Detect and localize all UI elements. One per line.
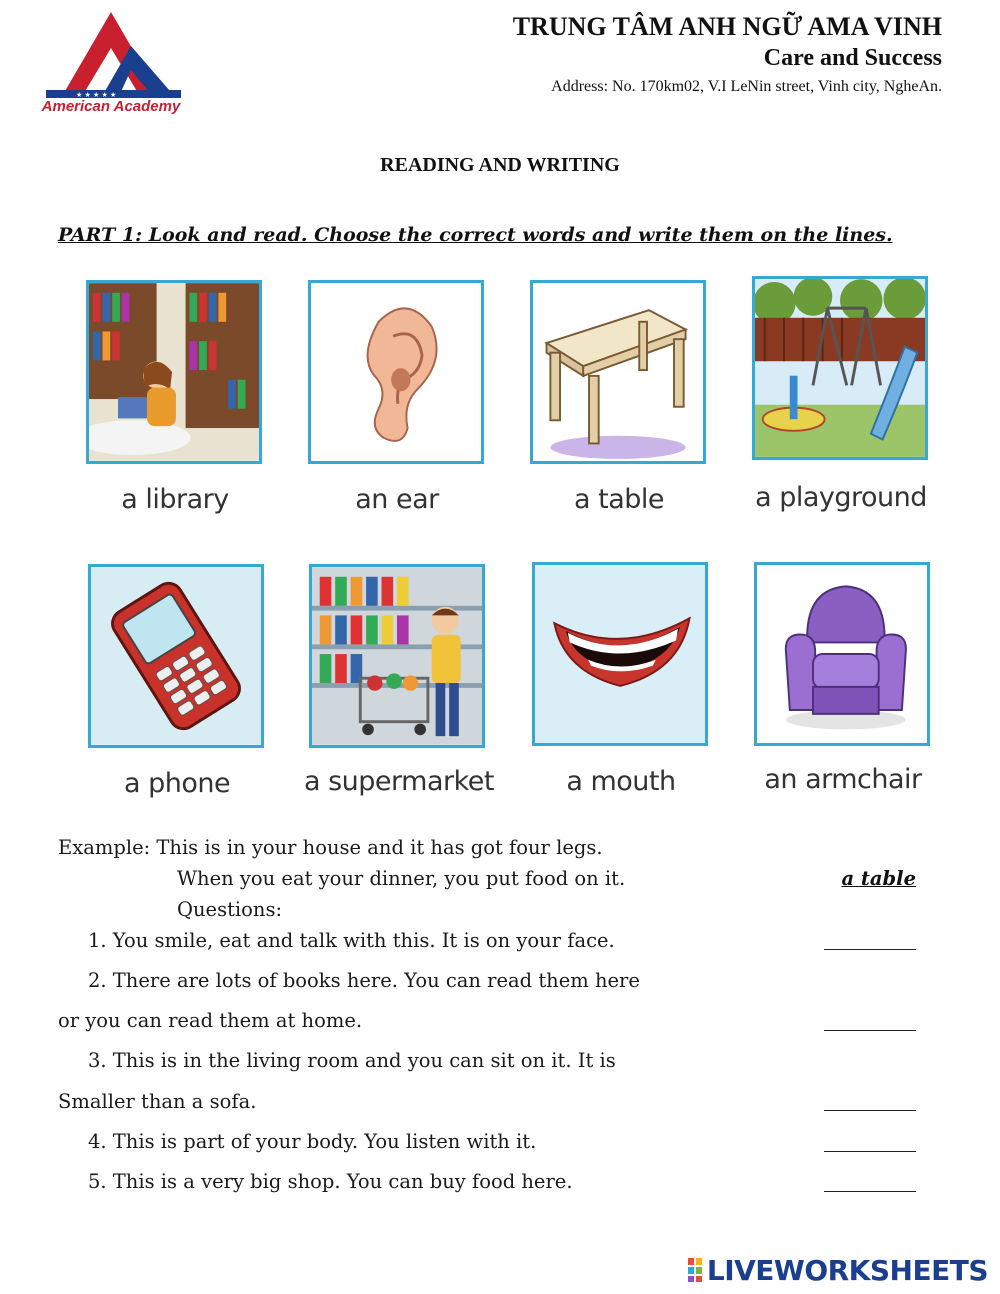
picture-caption: a table <box>573 484 664 515</box>
questions-label: Questions: <box>177 898 283 921</box>
svg-text:★ ★ ★ ★ ★: ★ ★ ★ ★ ★ <box>76 91 117 99</box>
armchair-icon <box>754 562 930 746</box>
school-title: TRUNG TÂM ANH NGỮ AMA VINH <box>512 12 942 41</box>
question-4: 4. This is part of your body. You listen with it. <box>88 1130 537 1153</box>
example-answer: a table <box>841 867 916 890</box>
picture-caption: a supermarket <box>303 766 494 797</box>
picture-caption: a mouth <box>566 766 676 797</box>
question-5: 5. This is a very big shop. You can buy food here. <box>88 1170 573 1193</box>
mouth-icon <box>532 562 708 746</box>
question-2-line-2: or you can read them at home. <box>58 1009 363 1032</box>
answer-blank-2[interactable] <box>824 1030 916 1031</box>
question-2-line-1: 2. There are lots of books here. You can read them here <box>88 969 640 992</box>
question-3-line-2: Smaller than a sofa. <box>58 1090 257 1113</box>
liveworksheets-brand[interactable]: LIVEWORKSHEETS <box>706 1254 988 1287</box>
part-title: PART 1: Look and read. Choose the correct words and write them on the lines. <box>58 224 893 246</box>
picture-caption: an armchair <box>764 764 922 795</box>
picture-caption: a playground <box>755 482 927 513</box>
example-line-1: Example: This is in your house and it has got four legs. <box>58 836 603 859</box>
library-icon <box>86 280 262 464</box>
answer-blank-1[interactable] <box>824 949 916 950</box>
playground-icon <box>752 276 928 460</box>
question-3-line-1: 3. This is in the living room and you can sit on it. It is <box>88 1049 616 1072</box>
table-icon <box>530 280 706 464</box>
picture-caption: an ear <box>355 484 439 515</box>
logo-text: American Academy <box>41 98 181 115</box>
picture-caption: a library <box>121 484 229 515</box>
phone-icon <box>88 564 264 748</box>
ear-icon <box>308 280 484 464</box>
section-title: READING AND WRITING <box>380 154 620 176</box>
answer-blank-4[interactable] <box>824 1151 916 1152</box>
picture-caption: a phone <box>123 768 231 799</box>
example-line-2: When you eat your dinner, you put food on it. <box>177 867 626 890</box>
answer-blank-3[interactable] <box>824 1110 916 1111</box>
answer-blank-5[interactable] <box>824 1191 916 1192</box>
school-slogan: Care and Success <box>763 45 942 71</box>
question-1: 1. You smile, eat and talk with this. It is on your face. <box>88 929 615 952</box>
school-address: Address: No. 170km02, V.I LeNin street, Vinh city, NgheAn. <box>551 78 942 95</box>
supermarket-icon <box>309 564 485 748</box>
